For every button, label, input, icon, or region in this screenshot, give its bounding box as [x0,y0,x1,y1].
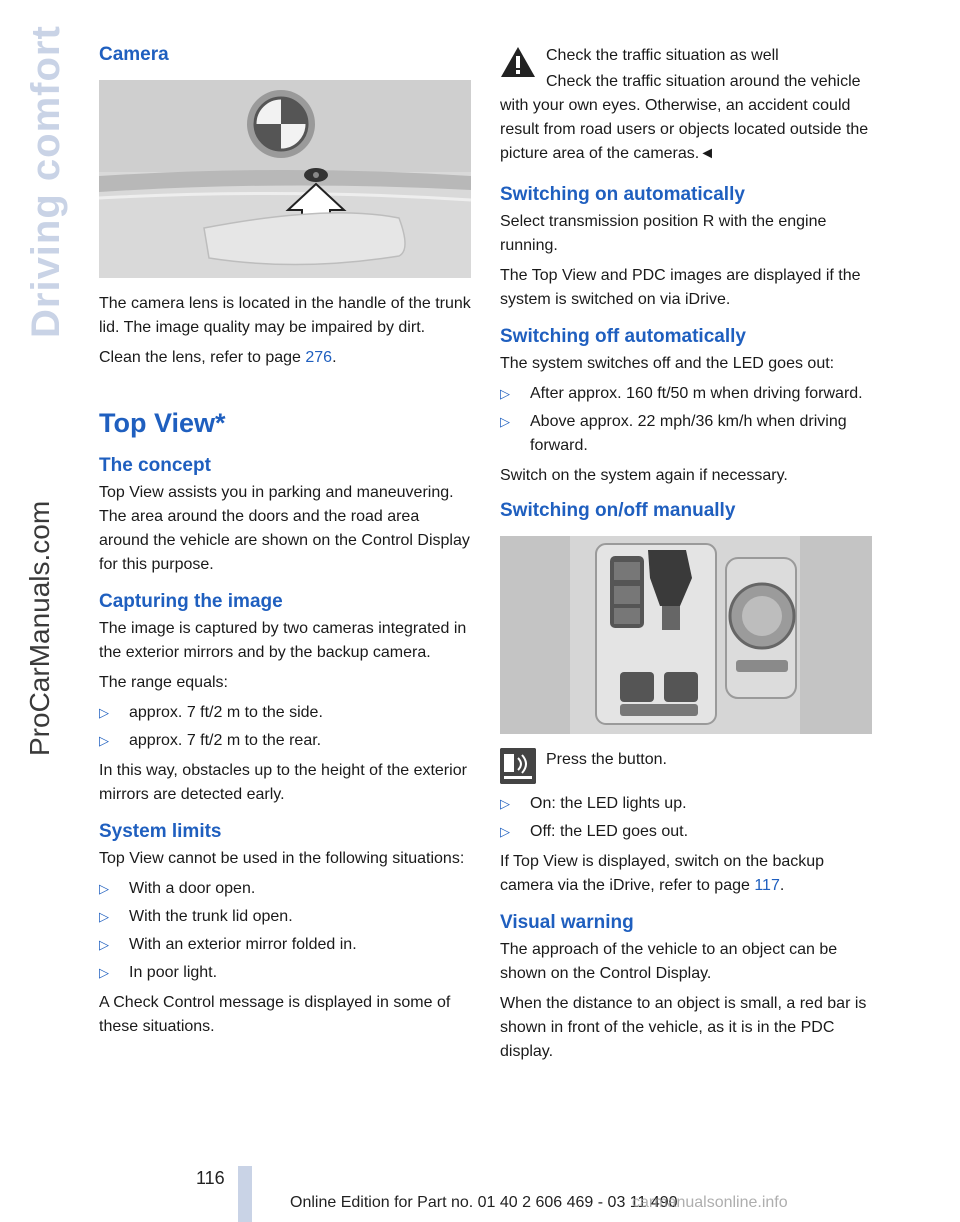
warning-title: Check the traffic situation as well [546,47,779,64]
bullet-icon: ▷ [99,705,109,720]
press-button-text: Press the button. [546,751,667,768]
list-item: ▷ approx. 7 ft/2 m to the rear. [99,729,471,753]
right-column [500,44,872,1070]
bullet-icon: ▷ [500,414,510,429]
capture-text: The image is captured by two cameras integrated in the exterior mirrors and by the backup camera. [99,620,467,661]
range-text: The range equals: [99,674,228,691]
concept-heading: The concept [99,455,211,476]
bullet-icon: ▷ [99,965,109,980]
clean-lens-text: Clean the lens, refer to page 276. [99,349,337,366]
bullet-icon: ▷ [500,386,510,401]
site-watermark-vertical: ProCarManuals.com [24,500,55,756]
concept-text: Top View assists you in parking and maneuvering. The area around the doors and the road area around the vehicle are shown on the Control Display for this purpose. [99,484,470,573]
list-item: ▷ approx. 7 ft/2 m to the side. [99,701,471,725]
list-item: ▷ After approx. 160 ft/50 m when driving forward. [500,382,872,406]
bullet-icon: ▷ [500,824,510,839]
check-control-text: A Check Control message is displayed in some of these situations. [99,994,451,1035]
page-link-117[interactable]: 117 [754,877,780,894]
visual-warning-text-1: The approach of the vehicle to an object can be shown on the Control Display. [500,941,838,982]
list-item: ▷ On: the LED lights up. [500,792,872,816]
bullet-icon: ▷ [99,733,109,748]
footer-watermark: carmanualsonline.info [632,1194,788,1211]
camera-text: The camera lens is located in the handle of the trunk lid. The image quality may be impaired by dirt. [99,295,471,336]
auto-off-text: The system switches off and the LED goes out: [500,355,835,372]
list-item: ▷ Off: the LED goes out. [500,820,872,844]
range-list [99,701,471,753]
capture-heading: Capturing the image [99,591,283,612]
camera-heading: Camera [99,44,169,65]
trunk-camera-photo [99,80,471,278]
topview-heading: Top View* [99,408,226,438]
auto-on-heading: Switching on automatically [500,184,745,205]
limits-heading: System limits [99,821,222,842]
list-item: ▷ In poor light. [99,961,471,985]
visual-warning-heading: Visual warning [500,912,634,933]
page-link-276[interactable]: 276 [305,349,333,366]
auto-on-text-2: The Top View and PDC images are displayed if the system is switched on via iDrive. [500,267,861,308]
page-number: 116 [196,1168,225,1188]
led-list [500,792,872,844]
warning-block [500,44,872,166]
list-item: ▷ Above approx. 22 mph/36 km/h when driving forward. [500,410,872,458]
list-item: ▷ With the trunk lid open. [99,905,471,929]
bullet-icon: ▷ [99,881,109,896]
backup-camera-text: If Top View is displayed, switch on the backup camera via the iDrive, refer to page 117. [500,853,825,894]
auto-off-heading: Switching off automatically [500,326,746,347]
warning-text: Check the traffic situation around the vehicle with your own eyes. Otherwise, an accident could result from road users or objects located outside the picture area of the cameras.◄ [500,73,869,162]
section-title-vertical: Driving comfort [24,25,68,338]
warning-triangle-icon [500,46,536,78]
obstacles-text: In this way, obstacles up to the height of the exterior mirrors are detected early. [99,762,467,803]
footer-accent-bar [238,1166,252,1222]
bullet-icon: ▷ [500,796,510,811]
bullet-icon: ▷ [99,937,109,952]
visual-warning-text-2: When the distance to an object is small, a red bar is shown in front of the vehicle, as it is in the PDC display. [500,995,867,1060]
edition-footer: Online Edition for Part no. 01 40 2 606 469 - 03 11 490 [290,1194,678,1211]
center-console-photo [500,536,872,734]
auto-on-text-1: Select transmission position R with the engine running. [500,213,827,254]
auto-off-list [500,382,872,458]
bullet-icon: ▷ [99,909,109,924]
left-column [99,44,471,1045]
again-text: Switch on the system again if necessary. [500,467,788,484]
list-item: ▷ With an exterior mirror folded in. [99,933,471,957]
pdc-button-icon [500,748,536,784]
manual-heading: Switching on/off manually [500,500,736,521]
limits-text: Top View cannot be used in the following situations: [99,850,465,867]
limits-list [99,877,471,985]
press-button-row [500,748,872,788]
list-item: ▷ With a door open. [99,877,471,901]
